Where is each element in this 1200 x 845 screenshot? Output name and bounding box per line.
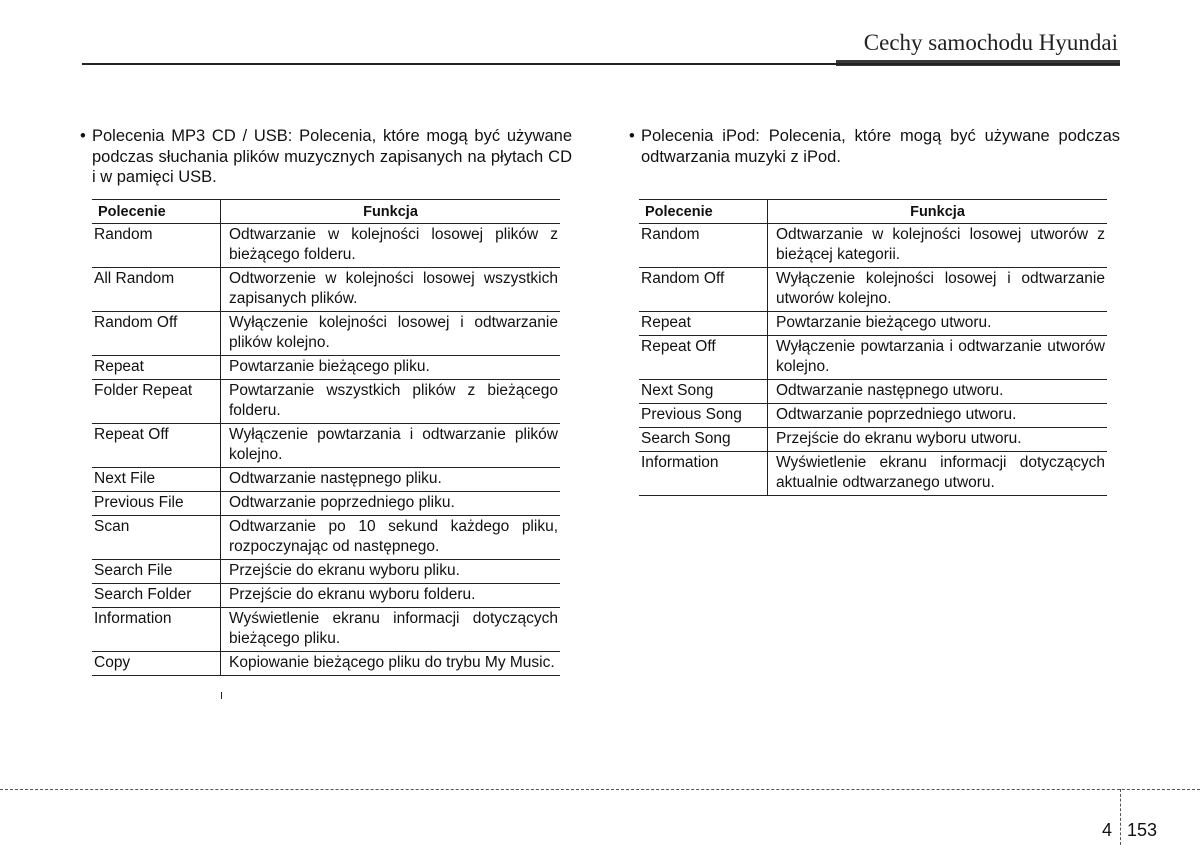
table-header-row [92, 200, 560, 224]
chapter-number: 4 [1102, 820, 1113, 840]
table-row [92, 268, 560, 312]
function-cell: Powtarzanie bieżącego pliku. [221, 356, 561, 380]
function-cell: Odtwarzanie w kolejności losowej utworów z bieżącej kategorii. [768, 224, 1108, 268]
command-cell: Repeat Off [639, 336, 768, 380]
column-header-command: Polecenie [92, 200, 221, 224]
command-cell: Search Song [639, 428, 768, 452]
command-cell: Previous Song [639, 404, 768, 428]
function-cell: Odtwarzanie następnego utworu. [768, 380, 1108, 404]
command-cell: Random Off [639, 268, 768, 312]
intro-text: Polecenia iPod: Polecenia, które mogą być używane podczas odtwarzania muzyki z iPod. [641, 127, 1120, 166]
table-row [92, 652, 560, 676]
footer-dashed-divider [1120, 789, 1121, 845]
table-row [92, 560, 560, 584]
table-row [92, 380, 560, 424]
command-cell: Next File [92, 468, 221, 492]
table-row [92, 492, 560, 516]
function-cell: Wyłączenie powtarzania i odtwarzanie utworów kolejno. [768, 336, 1108, 380]
function-cell: Powtarzanie bieżącego utworu. [768, 312, 1108, 336]
table-body [92, 224, 560, 676]
table-row [92, 224, 560, 268]
command-cell: Random Off [92, 312, 221, 356]
command-cell: Previous File [92, 492, 221, 516]
command-cell: Folder Repeat [92, 380, 221, 424]
function-cell: Wyświetlenie ekranu informacji dotyczących bieżącego pliku. [221, 608, 561, 652]
function-cell: Wyłączenie powtarzania i odtwarzanie plików kolejno. [221, 424, 561, 468]
table-row [92, 312, 560, 356]
table-header-row [639, 200, 1107, 224]
intro-mp3-usb [80, 126, 572, 188]
function-cell: Kopiowanie bieżącego pliku do trybu My Music. [221, 652, 561, 676]
function-cell: Odtwarzanie w kolejności losowej plików z bieżącego folderu. [221, 224, 561, 268]
command-cell: Repeat [92, 356, 221, 380]
table-row [92, 516, 560, 560]
command-cell: Search Folder [92, 584, 221, 608]
column-header-function: Funkcja [768, 200, 1108, 224]
footer-dashed-rule [0, 789, 1200, 790]
mp3-usb-commands-table [92, 199, 560, 676]
table-row [639, 336, 1107, 380]
function-cell: Wyświetlenie ekranu informacji dotyczących aktualnie odtwarzanego utworu. [768, 452, 1108, 496]
table-row [639, 312, 1107, 336]
table-divider-tail [221, 692, 222, 699]
page-header-title: Cechy samochodu Hyundai [863, 30, 1118, 55]
command-cell: Copy [92, 652, 221, 676]
command-cell: Search File [92, 560, 221, 584]
function-cell: Odtwarzanie następnego pliku. [221, 468, 561, 492]
table-row [639, 224, 1107, 268]
table-row [639, 428, 1107, 452]
table-row [92, 584, 560, 608]
command-cell: Repeat Off [92, 424, 221, 468]
function-cell: Wyłączenie kolejności losowej i odtwarzanie utworów kolejno. [768, 268, 1108, 312]
column-header-command: Polecenie [639, 200, 768, 224]
command-cell: Repeat [639, 312, 768, 336]
function-cell: Wyłączenie kolejności losowej i odtwarzanie plików kolejno. [221, 312, 561, 356]
command-cell: All Random [92, 268, 221, 312]
function-cell: Odtwarzanie poprzedniego pliku. [221, 492, 561, 516]
ipod-commands-table [639, 199, 1107, 496]
table-row [92, 608, 560, 652]
table-row [92, 356, 560, 380]
table-row [639, 452, 1107, 496]
function-cell: Przejście do ekranu wyboru folderu. [221, 584, 561, 608]
bullet: • [629, 127, 635, 145]
header-rule [82, 63, 1120, 65]
table-row [92, 468, 560, 492]
command-cell: Next Song [639, 380, 768, 404]
bullet: • [80, 127, 86, 145]
function-cell: Przejście do ekranu wyboru pliku. [221, 560, 561, 584]
table-row [639, 380, 1107, 404]
function-cell: Odtworzenie w kolejności losowej wszystkich zapisanych plików. [221, 268, 561, 312]
column-header-function: Funkcja [221, 200, 561, 224]
table-body [639, 224, 1107, 496]
intro-text: Polecenia MP3 CD / USB: Polecenia, które mogą być używane podczas słuchania plików muzycznych zapisanych na płytach CD i w pamięci USB. [92, 127, 572, 186]
function-cell: Odtwarzanie po 10 sekund każdego pliku, rozpoczynając od następnego. [221, 516, 561, 560]
command-cell: Random [639, 224, 768, 268]
command-cell: Information [639, 452, 768, 496]
function-cell: Odtwarzanie poprzedniego utworu. [768, 404, 1108, 428]
function-cell: Powtarzanie wszystkich plików z bieżącego folderu. [221, 380, 561, 424]
command-cell: Random [92, 224, 221, 268]
intro-ipod [629, 126, 1120, 167]
function-cell: Przejście do ekranu wyboru utworu. [768, 428, 1108, 452]
table-row [639, 268, 1107, 312]
page-number: 153 [1127, 820, 1158, 840]
command-cell: Information [92, 608, 221, 652]
table-row [639, 404, 1107, 428]
table-row [92, 424, 560, 468]
command-cell: Scan [92, 516, 221, 560]
